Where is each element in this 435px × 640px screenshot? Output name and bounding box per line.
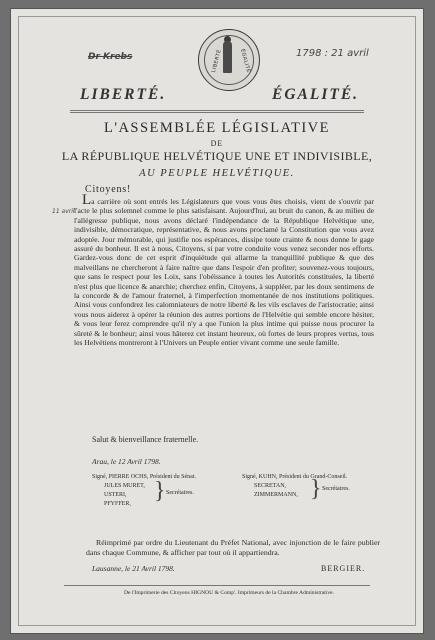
reprint-order: Réimprimé par ordre du Lieutenant du Préfet National, avec injonction de le faire publier dans chaque Commune, & afficher par tout où il appartiendra. [86, 538, 380, 557]
brace-right: } [310, 476, 322, 502]
republic-title: LA RÉPUBLIQUE HELVÉTIQUE UNE ET INDIVISIBLE, [61, 149, 373, 163]
header-rule-top [70, 110, 364, 111]
proclamation-body: La carrière où sont entrés les Législateurs que vous vous êtes choisis, vient de s'ouvrir par l'acte le plus solemnel comme le plus satisfaisant. Aujourd'hui, au bruit du canon, & au milieu de l'allégresse publique, nous avons déclaré l'indépendance de la République Helvétique une, indivisible, démocratique, représentative, & nous avons proclamé la Constitution que vous avez adoptée. Jour mémorable, qui justifie nos espérances, dissipe toute crainte & nous donne le gage assuré du bonheur. Il est à nous, Citoyens, si par votre conduite vous venez seconder nos efforts. Gardez-vous donc de cet esprit d'inquiétude qui allarme la tranquillité publique & que des malveillans ne chercheront à faire naître que dans l'espoir d'en profiter; souvenez-vous toujours, que sans le respect pour les Loix, sans l'obéissance à toutes les Autorités constituées, la liberté n'est plus que licence & anarchie; cherchez enfin, Citoyens, à suppléer, par les doux sentimens de la concorde & de l'amour fraternel, à l'imperfection momentanée de nos institutions politiques. Ainsi vous confondrez les calomniateurs de notre liberté & les vils esclaves de l'aristocratie; ainsi vous nous aiderez à opérer la réunion des autres portions de l'Helvétie qui semble encore hésiter, & vous leur ferez comprendre qu'il n'y a que l'union la plus intime qui puisse nous procurer la sûreté & le bonheur; ainsi vous hâterez cet instant heureux, où fortes de leurs propres vertus, tous les Helvétiens montreront à l'Univers un Peuple entier vivant comme une seule famille. [74, 192, 374, 348]
senate-signatures [92, 473, 242, 509]
council-president: Signé, KUHN, Président du Grand-Conseil. [242, 474, 348, 480]
seal-text-right: ÉGALITÉ [239, 48, 252, 74]
council-secretary-2: ZIMMERMANN, [254, 492, 298, 498]
senate-secretaries-role: Secrétaires. [166, 490, 194, 496]
senate-secretary-3: PFYFFER, [104, 501, 131, 507]
senate-secretary-1: JULES MURET, [104, 483, 145, 489]
council-secretaries-role: Secrétaires. [322, 486, 350, 492]
seal-text-left: LIBERTÉ [210, 48, 223, 74]
reprint-place-date: Lausanne, le 21 Avril 1798. [92, 564, 175, 573]
header-rule-top-2 [70, 112, 364, 113]
printer-imprint: De l'Imprimerie des Citoyens HIGNOU & Comp'. Imprimeurs de la Chambre Administrative. [123, 590, 335, 596]
assembly-title-de: DE [210, 139, 224, 148]
motto-egalite: ÉGALITÉ. [272, 86, 360, 103]
handwritten-date-top-right: 1798 : 21 avril [296, 48, 369, 59]
senate-secretary-2: USTERI, [104, 492, 127, 498]
footer-rule [64, 585, 370, 586]
motto-liberte: LIBERTÉ. [80, 86, 167, 103]
handwritten-note-top-left: Dr Krebs [88, 52, 133, 62]
assembly-title: L'ASSEMBLÉE LÉGISLATIVE [103, 120, 330, 136]
reprint-signature: BERGIER. [321, 564, 366, 573]
salutation: Citoyens! [85, 184, 132, 195]
place-date: Arau, le 12 Avril 1798. [92, 457, 161, 466]
council-secretary-1: SECRETAN, [254, 483, 287, 489]
brace-left: } [154, 478, 166, 504]
senate-president: Signé, PIERRE OCHS, Président du Sénat. [92, 474, 197, 480]
handwritten-side-note: 11 avril [52, 208, 75, 215]
council-signatures [242, 473, 382, 500]
addressee-title: AU PEUPLE HELVÉTIQUE. [139, 168, 295, 179]
republic-seal [198, 29, 260, 91]
closing-formula: Salut & bienveillance fraternelle. [92, 435, 199, 444]
document-sheet [10, 8, 424, 634]
